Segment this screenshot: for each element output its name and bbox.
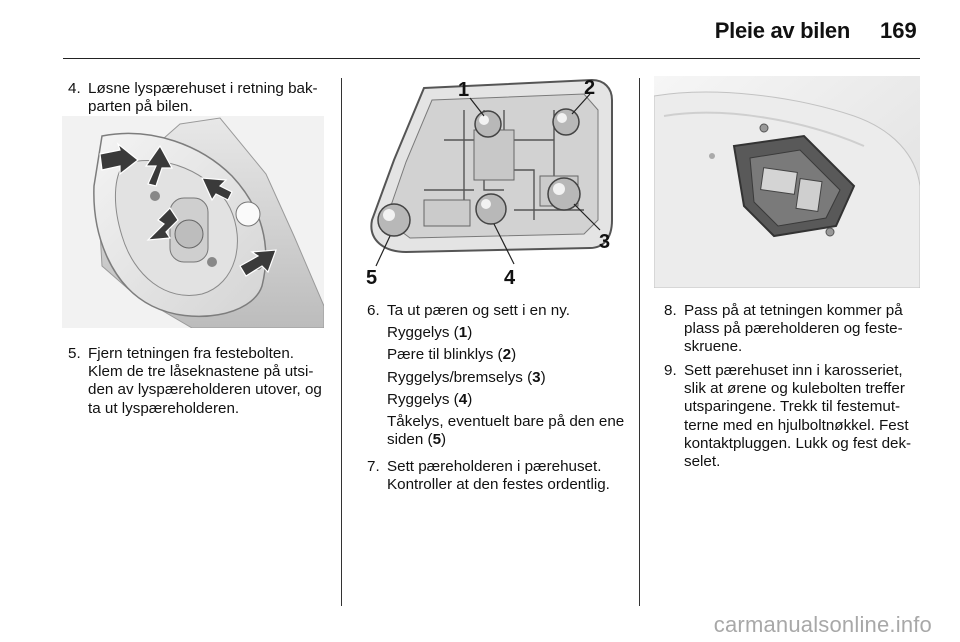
header-rule: [63, 58, 920, 59]
step-6: [367, 302, 633, 449]
step-text: Sett pærehuset inn i karosseriet, slik at ørene og kulebolten treffer utsparingene. Trekk til festemut-terne med en hjulboltnøkkel. Fest kontaktpluggen. Lukk og fest dek-selet.: [684, 362, 912, 471]
step-text: Sett pæreholderen i pærehuset. Kontroller at den festes ordentlig.: [387, 458, 610, 494]
callout-5: 5: [366, 267, 378, 289]
step-number: 9.: [664, 362, 677, 379]
callout-2: 2: [584, 77, 596, 99]
step-text: Pass på at tetningen kommer på plass på pæreholderen og feste-skruene.: [684, 302, 903, 356]
bulb-item: Tåkelys, eventuelt bare på den ene siden (5): [387, 413, 625, 449]
step-number: 4.: [68, 80, 81, 97]
step-number: 7.: [367, 458, 380, 475]
step-9: [664, 362, 926, 471]
watermark: carmanualsonline.info: [713, 612, 932, 637]
step-text: Fjern tetningen fra festebolten. Klem de tre låseknastene på utsi-den av lyspæreholderen utover, og ta ut lyspæreholderen.: [88, 345, 322, 417]
callout-1: 1: [458, 79, 470, 101]
step-number: 8.: [664, 302, 677, 319]
bulb-item: Pære til blinklys (2): [387, 346, 517, 364]
step-text: Ta ut pæren og sett i en ny.: [387, 302, 570, 319]
step-number: 5.: [68, 345, 81, 362]
step-text: Løsne lyspærehuset i retning bak-parten på bilen.: [88, 80, 318, 116]
seal-installation-illustration: [654, 76, 920, 288]
step-4: [68, 80, 332, 116]
bulb-item: Ryggelys (4): [387, 390, 473, 408]
bulb-item: Ryggelys/bremselys (3): [387, 368, 546, 386]
callout-4: 4: [504, 267, 516, 289]
step-5: [68, 345, 332, 418]
step-7: [367, 458, 633, 494]
bulb-holder-diagram: [354, 70, 624, 292]
step-number: 6.: [367, 302, 380, 319]
step-8: [664, 302, 926, 357]
bulb-item: Ryggelys (1): [387, 324, 473, 342]
taillight-housing-illustration: [62, 116, 324, 328]
page-number: 169: [880, 18, 917, 43]
page-header-title: Pleie av bilen: [714, 18, 850, 43]
column-divider: [639, 78, 640, 606]
column-divider: [341, 78, 342, 606]
callout-3: 3: [599, 231, 611, 253]
